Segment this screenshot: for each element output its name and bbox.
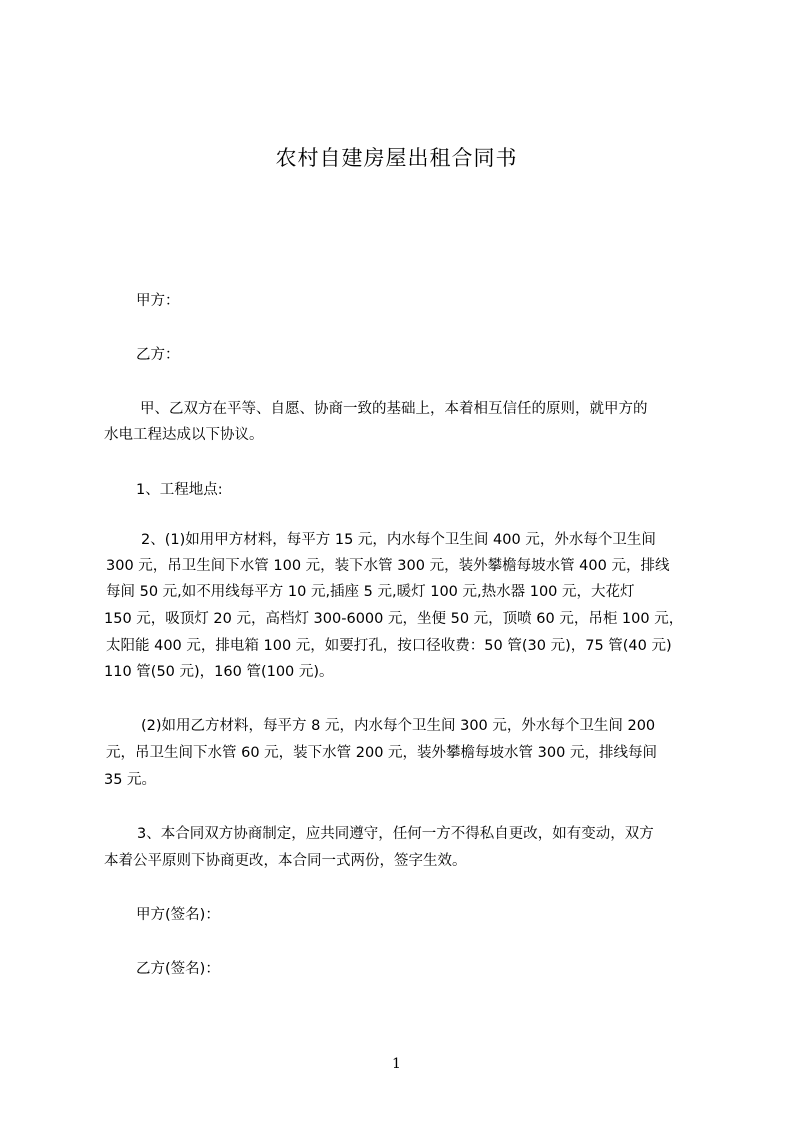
document-title: 农村自建房屋出租合同书 xyxy=(275,146,518,170)
clause-1: 1、工程地点: xyxy=(136,482,223,498)
page-number: 1 xyxy=(392,1056,401,1072)
clause-2-line: 110 管(50 元)，160 管(100 元)。 xyxy=(104,664,334,680)
party-b-label: 乙方： xyxy=(136,347,180,363)
clause-3-line: 3、本合同双方协商制定，应共同遵守，任何一方不得私自更改，如有变动，双方 xyxy=(137,826,654,842)
clause-2b-line: (2)如用乙方材料，每平方 8 元，内水每个卫生间 300 元，外水每个卫生间 200 xyxy=(141,718,656,734)
clause-3-line: 本着公平原则下协商更改，本合同一式两份，签字生效。 xyxy=(104,853,467,869)
clause-2b-line: 元，吊卫生间下水管 60 元，装下水管 200 元，装外攀檐每坡水管 300 元，排线每间 xyxy=(106,745,657,761)
party-a-label: 甲方： xyxy=(136,293,180,309)
clause-2b-line: 35 元。 xyxy=(104,772,157,788)
party-a-signature: 甲方(签名)： xyxy=(136,907,220,923)
clause-2-line: 300 元，吊卫生间下水管 100 元，装下水管 300 元，装外攀檐每坡水管 400 元，排线 xyxy=(106,558,670,574)
party-b-signature: 乙方(签名)： xyxy=(136,961,220,977)
intro-line: 甲、乙双方在平等、自愿、协商一致的基础上，本着相互信任的原则，就甲方的 xyxy=(140,401,648,417)
clause-2-line: 每间 50 元,如不用线每平方 10 元,插座 5 元,暖灯 100 元,热水器 100 元，大花灯 xyxy=(106,584,635,600)
clause-2-line: 太阳能 400 元，排电箱 100 元，如要打孔，按口径收费：50 管(30 元)，75 管(40 元) xyxy=(106,638,672,654)
intro-line: 水电工程达成以下协议。 xyxy=(104,427,264,443)
clause-2-line: 150 元，吸顶灯 20 元，高档灯 300-6000 元，坐便 50 元，顶喷 60 元，吊柜 100 元， xyxy=(104,611,684,627)
clause-2-line: 2、(1)如用甲方材料，每平方 15 元，内水每个卫生间 400 元，外水每个卫生间 xyxy=(141,532,656,548)
